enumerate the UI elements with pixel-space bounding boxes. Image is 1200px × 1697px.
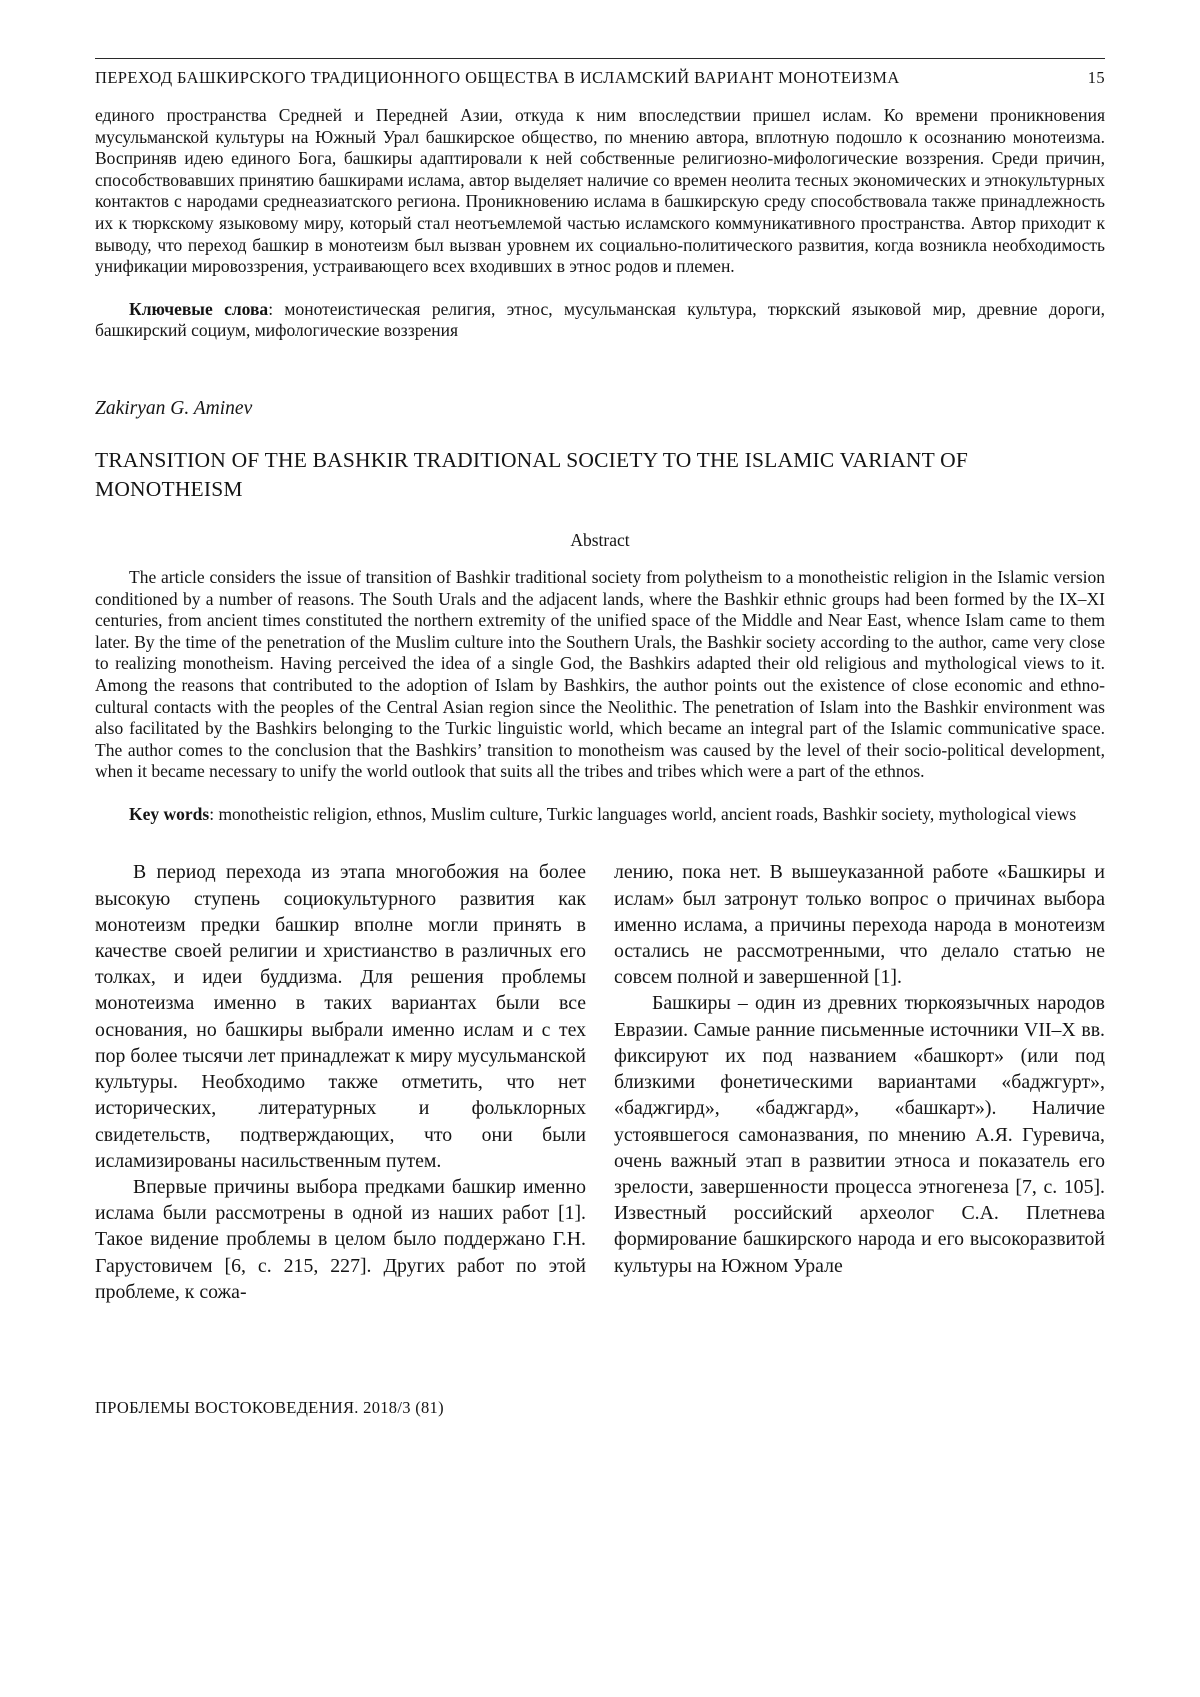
body-paragraph: В период перехода из этапа многобожия на более высокую ступень социокультурного развития как монотеизм предки башкир вполне могли принять в качестве своей религии и христианство в различных его толках, и идеи буддизма. Для решения проблемы монотеизма именно в таких вариантах были все основания, но башкиры выбрали именно ислам и с тех пор более тысячи лет принадлежат к миру мусульманской культуры. Необходимо также отметить, что нет исторических, литературных и фольклорных свидетельств, подтверждающих, что они были исламизированы насильственным путем.: [95, 861, 586, 1172]
running-head: [95, 58, 1105, 88]
keywords-english-label: Key words: [129, 803, 210, 824]
keywords-russian-text: : монотеистическая религия, этнос, мусульманская культура, тюркский языковой мир, древние дороги, башкирский социум, мифологические воззрения: [95, 298, 1105, 341]
body-left-column: [95, 859, 586, 1304]
body-right-column: [614, 859, 1105, 1304]
body-paragraph: Впервые причины выбора предками башкир именно ислама были рассмотрены в одной из наших работ [1]. Такое видение проблемы в целом было поддержано Г.Н. Гарустовичем [6, с. 215, 227]. Других работ по этой проблеме, к сожа-: [95, 1175, 586, 1303]
keywords-russian-label: Ключевые слова: [129, 298, 269, 319]
body-paragraph: Башкиры – один из древних тюркоязычных народов Евразии. Самые ранние письменные источники VII–X вв. фиксируют их под названием «башкорт» (или под близкими фонетическими вариантами «баджгурт», «баджгирд», «баджгард», «башкарт»). Наличие устоявшегося самоназвания, по мнению А.Я. Гуревича, очень важный этап в развитии этноса и показатель его зрелости, завершенности процесса этногенеза [7, с. 105]. Известный российский археолог С.А. Плетнева формирование башкирского народа и его высокоразвитой культуры на Южном Урале: [614, 992, 1105, 1277]
abstract-english: The article considers the issue of transition of Bashkir traditional society from polytheism to a monotheistic religion in the Islamic version conditioned by a number of reasons. The South Urals and the adjacent lands, where the Bashkir ethnic groups had been formed by the IX–XI centuries, from ancient times constituted the northern extremity of the unified space of the Middle and Near East, whence Islam came to them later. By the time of the penetration of the Muslim culture into the Southern Urals, the Bashkir society according to the author, came very close to realizing monotheism. Having perceived the idea of a single God, the Bashkirs adapted their old religious and mythological views to it. Among the reasons that contributed to the adoption of Islam by Bashkirs, the author points out the existence of close economic and ethno-cultural contacts with the peoples of the Central Asian region since the Neolithic. The penetration of Islam into the Bashkir environment was also facilitated by the Bashkirs belonging to the Turkic linguistic world, which became an integral part of the Islamic communicative space. The author comes to the conclusion that the Bashkirs’ transition to monotheism was caused by the level of their socio-political development, when it became necessary to unify the world outlook that suits all the tribes and tribes which were a part of the ethnos.: [95, 566, 1105, 782]
running-head-title: ПЕРЕХОД БАШКИРСКОГО ТРАДИЦИОННОГО ОБЩЕСТВА В ИСЛАМСКИЙ ВАРИАНТ МОНОТЕИЗМА: [95, 68, 900, 87]
footer-journal-line: ПРОБЛЕМЫ ВОСТОКОВЕДЕНИЯ. 2018/3 (81): [95, 1398, 444, 1417]
keywords-russian: [95, 299, 1105, 342]
body-paragraph: лению, пока нет. В вышеуказанной работе «Башкиры и ислам» был затронут только вопрос о причинах выбора именно ислама, а причины перехода народа в монотеизм остались не рассмотренными, что делало статью не совсем полной и завершенной [1].: [614, 861, 1105, 989]
abstract-russian: единого пространства Средней и Передней Азии, откуда к ним впоследствии пришел ислам. Ко времени проникновения мусульманской культуры на Южный Урал башкирское общество, по мнению автора, вплотную подошло к осознанию монотеизма. Восприняв идею единого Бога, башкиры адаптировали к ней собственные религиозно-мифологические воззрения. Среди причин, способствовавших принятию башкирами ислама, автор выделяет наличие со времен неолита тесных экономических и этнокультурных контактов с народами среднеазиатского региона. Проникновению ислама в башкирскую среду способствовала также принадлежность их к тюркскому языковому миру, который стал неотъемлемой частью исламского коммуникативного пространства. Автор приходит к выводу, что переход башкир в монотеизм был вызван уровнем их социально-политического развития, когда возникла необходимость унификации мировоззрения, устраивающего всех входивших в этнос родов и племен.: [95, 105, 1105, 277]
author-name: Zakiryan G. Aminev: [95, 397, 253, 419]
keywords-english: [95, 804, 1105, 826]
page-number: 15: [1087, 68, 1105, 87]
keywords-english-text: : monotheistic religion, ethnos, Muslim culture, Turkic languages world, ancient roads, Bashkir society, mythological views: [209, 803, 1077, 824]
article-title: TRANSITION OF THE BASHKIR TRADITIONAL SOCIETY TO THE ISLAMIC VARIANT OF MONOTHEISM: [95, 447, 969, 501]
body-columns: [95, 859, 1105, 1304]
abstract-heading: Abstract: [570, 529, 630, 550]
